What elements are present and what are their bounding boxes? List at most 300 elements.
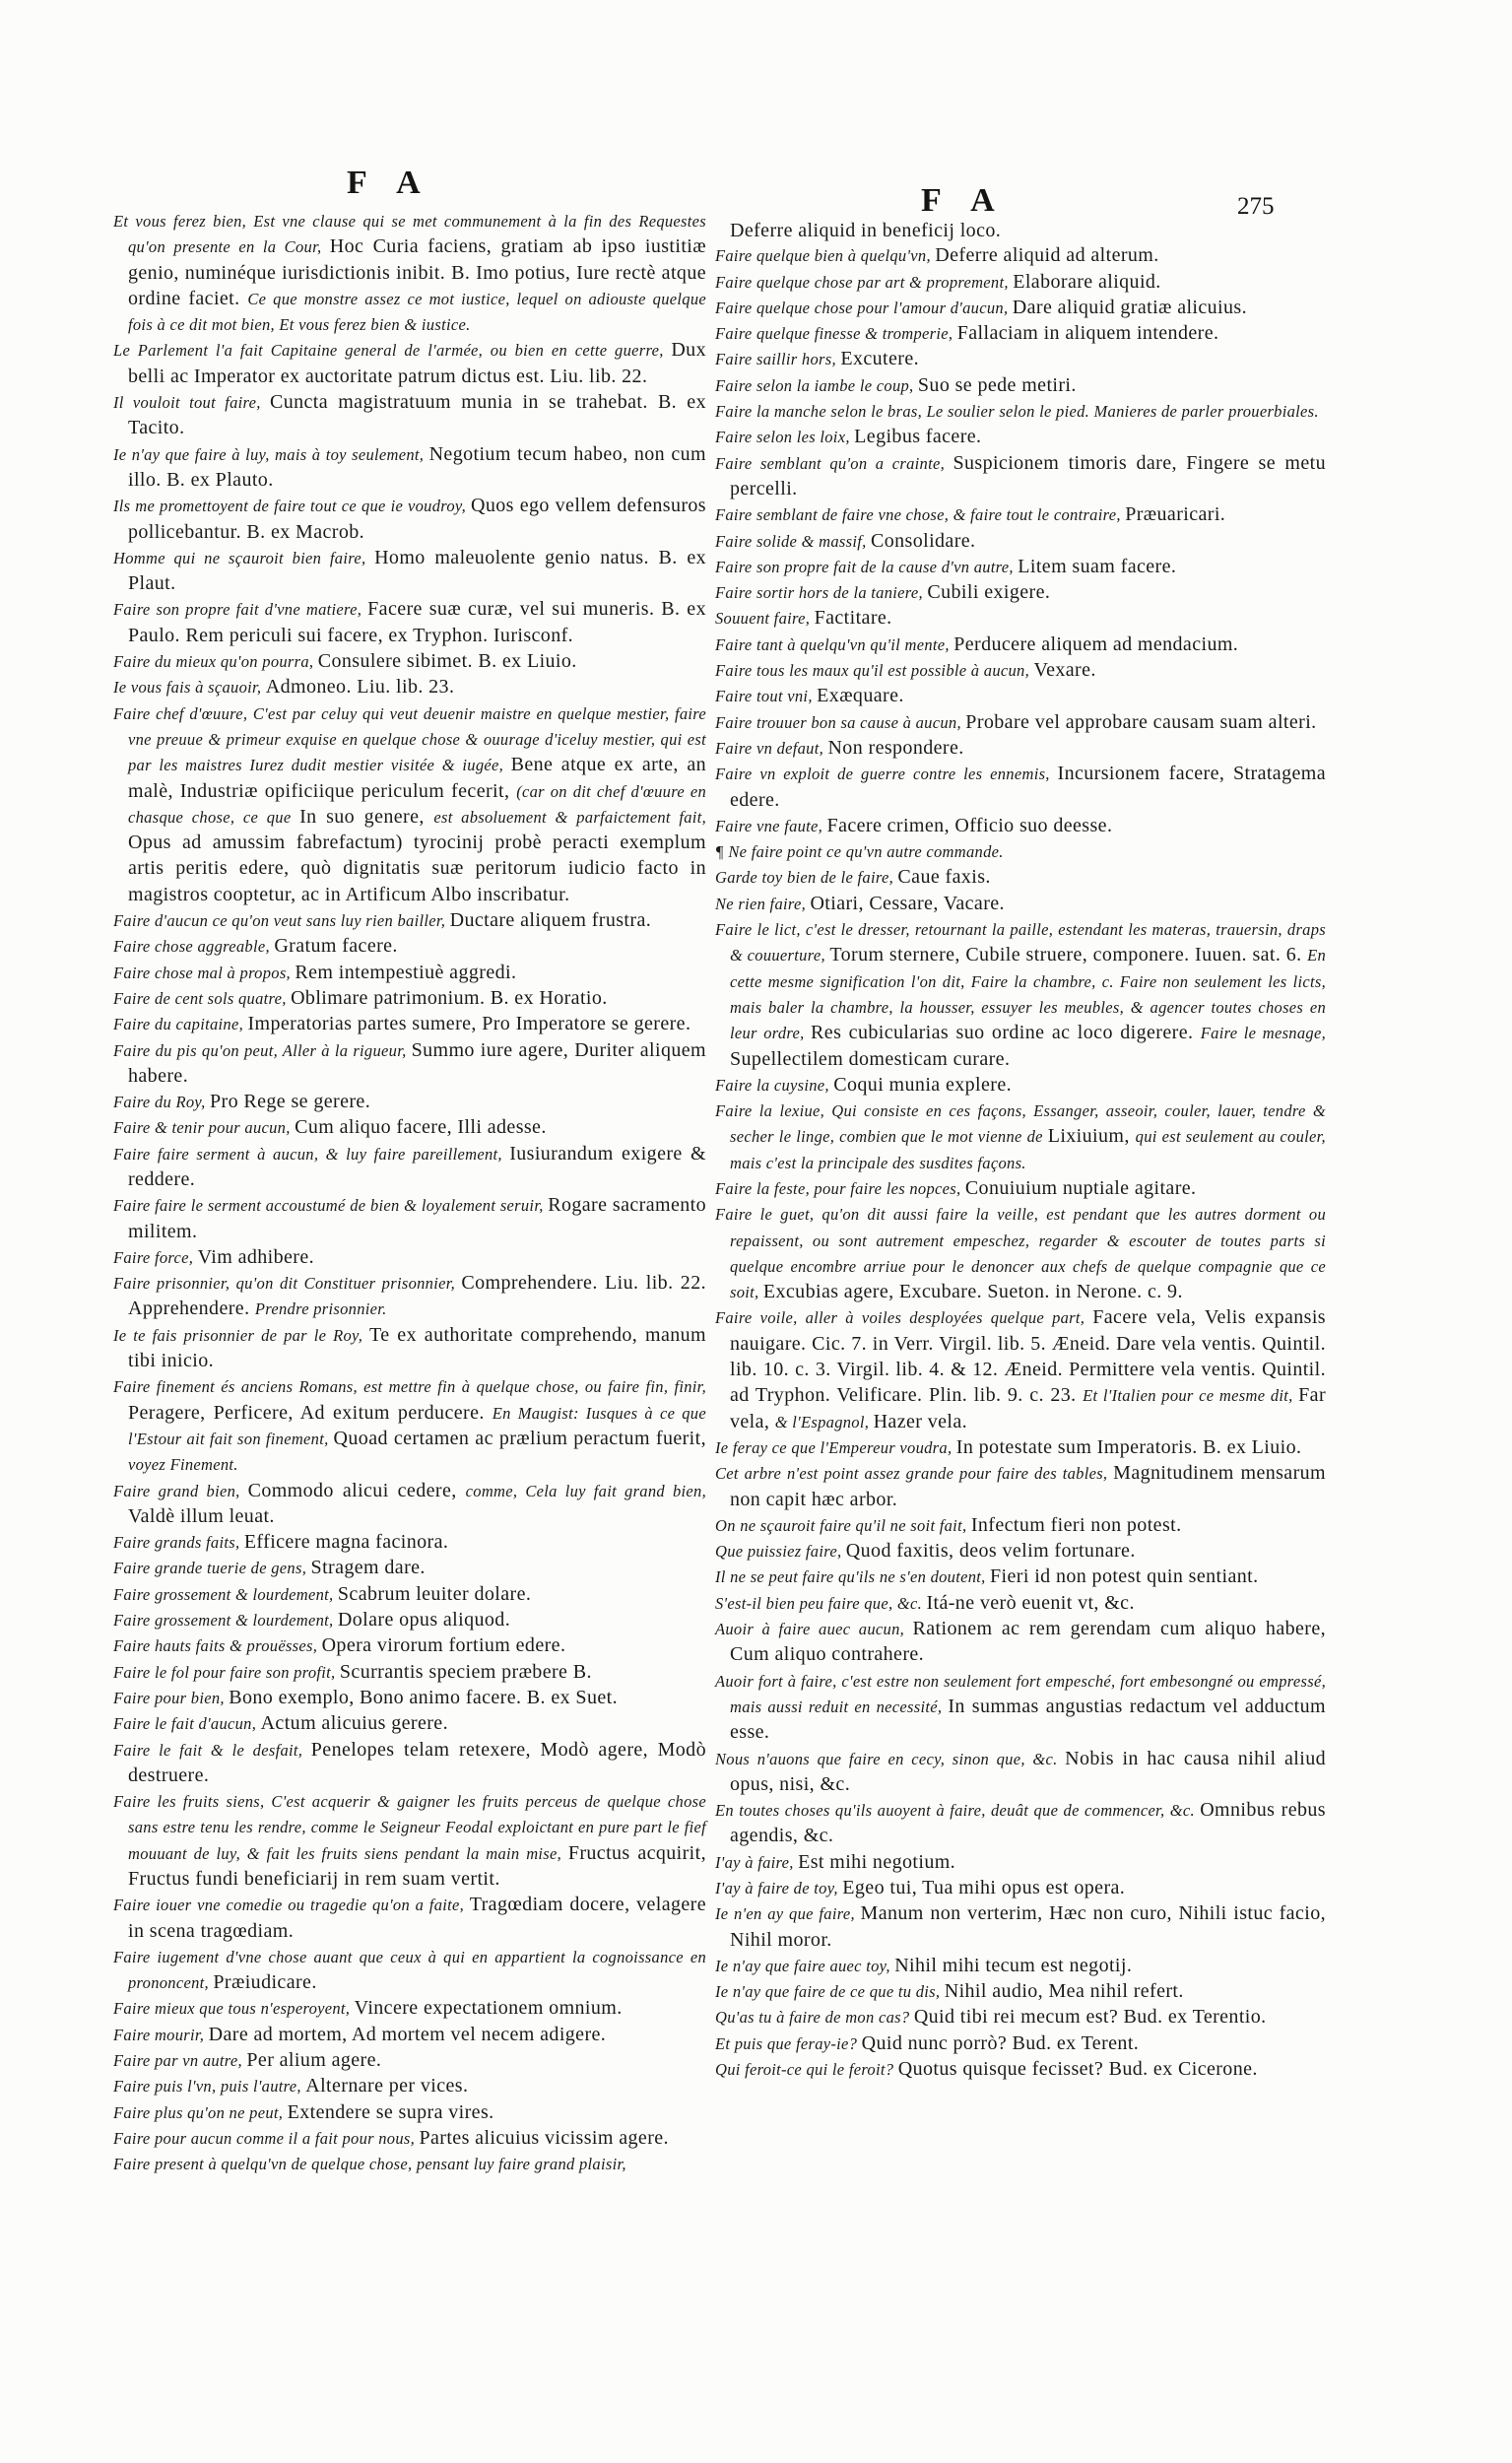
dictionary-entry — [113, 1374, 706, 1478]
latin-gloss: Excubias agere, Excubare. Sueton. in Nerone. c. 9. — [762, 1281, 1183, 1303]
running-head-left: F A — [347, 165, 421, 201]
dictionary-entry — [715, 1954, 1326, 1979]
french-phrase: Ie n'ay que faire à luy, mais à toy seulement, — [113, 444, 429, 464]
french-phrase: Faire le lict, c'est le dresser, retournant la paille, estendant les materas, trauersin, draps & couuerture, — [715, 920, 1326, 965]
page-number: 275 — [1237, 193, 1275, 220]
latin-gloss: Torum sternere, Cubile struere, componere. Iuuen. sat. 6. — [829, 944, 1308, 966]
latin-gloss: Far vela, — [730, 1384, 1327, 1432]
latin-gloss: Res cubicularias suo ordine ac loco digerere. — [811, 1022, 1201, 1044]
french-phrase: Faire chef d'œuure, C'est par celuy qui veut deuenir maistre en quelque mestier, faire vne preuue & primeur exquise en quelque chose & ouurage d'iceluy mestier, qui est par les maistres Iurez dudit mestier visitée & iugée, — [113, 703, 706, 775]
latin-gloss: Oblimare patrimonium. B. ex Horatio. — [291, 986, 608, 1009]
dictionary-entry — [715, 658, 1326, 684]
latin-gloss: Imperatorias partes sumere, Pro Imperatore se gerere. — [247, 1013, 691, 1035]
french-phrase: Faire sortir hors de la taniere, — [715, 583, 928, 603]
latin-gloss: Caue faxis. — [897, 866, 991, 889]
latin-gloss: Tragœdiam docere, velagere in scena tragœdiam. — [128, 1894, 706, 1942]
french-phrase: Faire quelque bien à quelqu'vn, — [715, 246, 936, 266]
latin-gloss: Vim adhibere. — [197, 1245, 315, 1268]
dictionary-entry — [715, 555, 1326, 580]
latin-gloss: Scabrum leuiter dolare. — [337, 1582, 532, 1605]
french-phrase: Faire quelque chose par art & proprement, — [715, 272, 1014, 292]
french-phrase: Faire chose mal à propos, — [113, 963, 296, 982]
french-phrase: Faire faire le serment accoustumé de bien & loyalement seruir, — [113, 1196, 549, 1216]
french-phrase: Faire puis l'vn, puis l'autre, — [113, 2077, 306, 2097]
dictionary-entry — [715, 1461, 1326, 1513]
latin-gloss: Rem intempestiuè aggredi. — [295, 961, 517, 983]
dictionary-entry — [113, 1582, 706, 1608]
french-phrase: Faire la lexiue, Qui consiste en ces façons, Essanger, asseoir, couler, lauer, tendre & secher le linge, combien que le mot vienne de — [715, 1101, 1326, 1147]
french-phrase: Faire grande tuerie de gens, — [113, 1559, 311, 1578]
latin-gloss: Partes alicuius vicissim agere. — [419, 2126, 669, 2149]
french-phrase: Ie feray ce que l'Empereur voudra, — [715, 1437, 956, 1457]
dictionary-entry — [113, 442, 706, 495]
dictionary-entry — [715, 917, 1326, 1073]
french-phrase: On ne sçauroit faire qu'il ne soit fait, — [715, 1515, 971, 1535]
latin-gloss: Rogare sacramento militem. — [128, 1194, 706, 1242]
latin-gloss: Homo maleuolente genio natus. B. ex Plaut. — [128, 546, 707, 595]
french-phrase: Qu'as tu à faire de mon cas? — [715, 2008, 914, 2028]
french-phrase: Faire la cuysine, — [715, 1075, 834, 1095]
latin-gloss: Elaborare aliquid. — [1013, 270, 1161, 293]
french-phrase: Faire saillir hors, — [715, 350, 841, 369]
french-phrase: Et vous ferez bien, Est vne clause qui se met communement à la fin des Requestes qu'on presente en la Cour, — [113, 212, 706, 257]
latin-gloss: Non respondere. — [827, 736, 964, 759]
dictionary-entry — [113, 2100, 706, 2126]
french-phrase: Garde toy bien de le faire, — [715, 868, 898, 888]
latin-gloss: Cuncta magistratuum munia in se trahebat. B. ex Tacito. — [128, 391, 706, 439]
french-phrase: Faire faire serment à aucun, & luy faire pareillement, — [113, 1144, 510, 1164]
latin-gloss: Fructus acquirit, Fructus fundi beneficiarij in rem suam vertit. — [128, 1841, 706, 1890]
dictionary-entry — [715, 1669, 1326, 1747]
dictionary-entry — [715, 529, 1326, 555]
dictionary-entry — [715, 373, 1326, 399]
latin-gloss: Bono exemplo, Bono animo facere. B. ex Suet. — [229, 1686, 618, 1708]
latin-gloss: Extendere se supra vires. — [287, 2100, 494, 2123]
latin-gloss: Manum non verterim, Hæc non curo, Nihili istuc facio, Nihil moror. — [730, 1902, 1326, 1951]
latin-gloss: Infectum fieri non potest. — [970, 1513, 1182, 1536]
french-phrase: Faire pour aucun comme il a fait pour nous, — [113, 2128, 420, 2148]
dictionary-entry — [113, 986, 706, 1012]
dictionary-entry — [715, 632, 1326, 658]
latin-gloss: Excutere. — [840, 348, 919, 370]
latin-gloss: Litem suam facere. — [1018, 555, 1177, 577]
dictionary-entry — [715, 2005, 1326, 2030]
french-phrase: S'est-il bien peu faire que, &c. — [715, 1593, 927, 1613]
latin-gloss: Valdè illum leuat. — [128, 1504, 275, 1527]
latin-gloss: Coqui munia explere. — [833, 1073, 1012, 1096]
right-entries — [715, 243, 1326, 2083]
french-phrase: Faire du capitaine, — [113, 1015, 248, 1034]
latin-gloss: Supellectilem domesticam curare. — [730, 1047, 1011, 1070]
dictionary-entry — [113, 675, 706, 700]
french-phrase: Faire d'aucun ce qu'on veut sans luy rien bailler, — [113, 911, 450, 931]
dictionary-entry — [113, 701, 706, 908]
latin-gloss: Iusiurandum exigere & reddere. — [128, 1142, 706, 1190]
dictionary-entry — [715, 425, 1326, 450]
french-phrase: Faire du Roy, — [113, 1093, 210, 1112]
dictionary-entry — [113, 1608, 706, 1633]
french-phrase: Ie n'ay que faire auec toy, — [715, 1956, 895, 1975]
french-phrase: Faire trouuer bon sa cause à aucun, — [715, 712, 966, 732]
latin-gloss: Nihil audio, Mea nihil refert. — [944, 1980, 1184, 2003]
latin-gloss: Dux belli ac Imperator ex auctoritate patrum dictus est. Liu. lib. 22. — [128, 339, 706, 387]
latin-gloss: Vincere expectationem omnium. — [354, 1997, 623, 2020]
dictionary-entry — [113, 649, 706, 675]
dictionary-entry — [113, 2126, 706, 2152]
dictionary-entry — [715, 347, 1326, 372]
latin-gloss: In potestate sum Imperatoris. B. ex Liuio. — [955, 1435, 1302, 1458]
french-phrase: ¶ Ne faire point ce qu'vn autre commande. — [715, 842, 1004, 862]
french-phrase: Faire le fol pour faire son profit, — [113, 1662, 340, 1682]
french-phrase: Auoir à faire auec aucun, — [715, 1620, 913, 1639]
latin-gloss: Rationem ac rem gerendam cum aliquo habere, Cum aliquo contrahere. — [730, 1618, 1327, 1666]
latin-gloss: Cum aliquo facere, Illi adesse. — [295, 1116, 547, 1139]
dictionary-entry — [113, 1245, 706, 1271]
latin-gloss: Suo se pede metiri. — [917, 373, 1077, 396]
french-phrase: Qui feroit-ce qui le feroit? — [715, 2060, 898, 2080]
latin-gloss: Opus ad amussim fabrefactum) tyrocinij probè peracti exemplum artis peritis edere, quò dignitatis suæ peritorum iudicio facto in magistros cooptetur, ac in Artificum Albo inscribatur. — [128, 832, 706, 905]
french-phrase: Faire son propre fait d'vne matiere, — [113, 600, 368, 620]
latin-gloss: Lixiuium, — [1047, 1125, 1136, 1148]
dictionary-entry — [715, 1073, 1326, 1098]
french-phrase: Ie te fais prisonnier de par le Roy, — [113, 1325, 369, 1345]
latin-gloss: Deferre aliquid ad alterum. — [935, 244, 1159, 267]
latin-gloss: Hoc Curia faciens, gratiam ab ipso iustitiæ genio, numinéque iurisdictionis inibit. B. Imo potius, Iure rectè atque ordine faciet. — [128, 235, 706, 309]
latin-gloss: Cubili exigere. — [927, 581, 1051, 604]
dictionary-entry — [715, 839, 1326, 865]
dictionary-entry — [113, 546, 706, 598]
latin-gloss: Summo iure agere, Duriter aliquem habere. — [128, 1038, 707, 1087]
french-phrase: Faire selon les loix, — [715, 428, 855, 447]
left-entries — [113, 209, 706, 2178]
dictionary-entry — [715, 1591, 1326, 1617]
latin-gloss: Otiari, Cessare, Vacare. — [810, 892, 1005, 914]
latin-gloss: Magnitudinem mensarum non capit hæc arbor. — [730, 1462, 1326, 1510]
latin-gloss: Quoad certamen ac prælium peractum fuerit, — [333, 1427, 706, 1449]
latin-gloss: Itá-ne verò euenit vt, &c. — [926, 1591, 1135, 1614]
dictionary-entry — [715, 451, 1326, 503]
french-phrase: Ie n'ay que faire de ce que tu dis, — [715, 1982, 945, 2002]
french-phrase: Ie n'en ay que faire, — [715, 1904, 861, 1924]
dictionary-entry — [715, 1305, 1326, 1434]
french-phrase: I'ay à faire, — [715, 1852, 799, 1872]
dictionary-entry — [113, 2048, 706, 2074]
french-phrase: En Maugist: Iusques à ce que l'Estour ait fait son finement, — [128, 1403, 706, 1448]
latin-gloss: Præiudicare. — [213, 1971, 317, 1994]
dictionary-entry — [113, 1090, 706, 1115]
dictionary-entry — [113, 338, 706, 390]
latin-gloss: Admoneo. Liu. lib. 23. — [265, 676, 455, 699]
french-phrase: Faire iouer vne comedie ou tragedie qu'on a faite, — [113, 1896, 470, 1915]
latin-gloss: Quod faxitis, deos velim fortunare. — [845, 1540, 1136, 1563]
dictionary-entry — [113, 1530, 706, 1556]
french-phrase: Faire grossement & lourdement, — [113, 1584, 338, 1604]
french-phrase: Faire chose aggreable, — [113, 937, 275, 957]
french-phrase: Faire le fait & le desfait, — [113, 1740, 311, 1760]
french-phrase: qui est seulement au couler, mais c'est la principale des susdites façons. — [730, 1127, 1326, 1172]
dictionary-entry — [715, 1876, 1326, 1901]
french-phrase: Ce que monstre assez ce mot iustice, lequel on adiouste quelque fois à ce dit mot bien, Et vous ferez bien & iustice. — [128, 289, 706, 335]
dictionary-entry — [715, 606, 1326, 632]
dictionary-entry — [715, 1617, 1326, 1669]
french-phrase: Il vouloit tout faire, — [113, 393, 270, 413]
running-head-right: F A — [921, 182, 995, 219]
french-phrase: Nous n'auons que faire en cecy, sinon que, &c. — [715, 1749, 1066, 1768]
dictionary-entry — [715, 1176, 1326, 1202]
latin-gloss: Quid nunc porrò? Bud. ex Terent. — [861, 2031, 1140, 2054]
latin-gloss: Consolidare. — [871, 529, 976, 552]
dictionary-entry — [113, 597, 706, 649]
continued-entry: Deferre aliquid in beneficij loco. — [730, 220, 1002, 241]
dictionary-entry — [113, 1686, 706, 1711]
latin-gloss: Nobis in hac causa nihil aliud opus, nisi, &c. — [730, 1747, 1327, 1795]
french-phrase: Cet arbre n'est point assez grande pour faire des tables, — [715, 1464, 1114, 1484]
dictionary-entry — [715, 1564, 1326, 1590]
dictionary-entry — [113, 1479, 706, 1531]
dictionary-entry — [715, 580, 1326, 606]
french-phrase: Faire semblant de faire vne chose, & faire tout le contraire, — [715, 505, 1126, 525]
latin-gloss: Opera virorum fortium edere. — [321, 1634, 566, 1657]
latin-gloss: Penelopes telam retexere, Modò agere, Modò destruere. — [128, 1738, 706, 1786]
dictionary-entry — [715, 865, 1326, 891]
dictionary-entry — [715, 270, 1326, 296]
french-phrase: Le Parlement l'a fait Capitaine general de l'armée, ou bien en cette guerre, — [113, 341, 672, 361]
dictionary-entry — [715, 1747, 1326, 1799]
dictionary-entry — [715, 1850, 1326, 1876]
latin-gloss: Pro Rege se gerere. — [210, 1091, 371, 1113]
french-phrase: Faire tant à quelqu'vn qu'il mente, — [715, 634, 954, 654]
french-phrase: Faire grands faits, — [113, 1533, 244, 1553]
french-phrase: est absoluement & parfaictement fait, — [433, 807, 707, 827]
latin-gloss: Efficere magna facinora. — [243, 1531, 449, 1554]
french-phrase: En toutes choses qu'ils auoyent à faire, deuât que de commencer, &c. — [715, 1801, 1201, 1821]
french-phrase: Souuent faire, — [715, 609, 815, 629]
dictionary-entry — [113, 1789, 706, 1893]
dictionary-entry — [715, 399, 1326, 425]
dictionary-entry — [715, 1098, 1326, 1176]
french-phrase: Faire plus qu'on ne peut, — [113, 2102, 288, 2122]
french-phrase: Faire du mieux qu'on pourra, — [113, 652, 318, 672]
latin-gloss: Gratum facere. — [274, 935, 398, 958]
dictionary-entry — [715, 892, 1326, 917]
latin-gloss: Facere vela, Velis expansis nauigare. Cic. 7. in Verr. Virgil. lib. 5. Æneid. Dare vela ventis. Quintil. lib. 10. c. 3. Virgil. lib. 4. & 12. Æneid. Permittere vela ventis. Quintil. ad Tryphon. Velificare. Plin. lib. 9. c. 23. — [730, 1306, 1326, 1407]
latin-gloss: Conuiuium nuptiale agitare. — [964, 1176, 1197, 1199]
latin-gloss: Facere crimen, Officio suo deesse. — [826, 814, 1113, 836]
latin-gloss: Factitare. — [814, 607, 892, 630]
dictionary-entry — [113, 1115, 706, 1141]
french-phrase: Ne rien faire, — [715, 894, 811, 913]
dictionary-entry — [113, 1893, 706, 1945]
french-phrase: Faire grossement & lourdement, — [113, 1611, 338, 1631]
french-phrase: Faire vn defaut, — [715, 738, 828, 758]
latin-gloss: Præuaricari. — [1125, 503, 1226, 526]
latin-gloss: Perducere aliquem ad mendacium. — [953, 632, 1239, 655]
french-phrase: Faire grand bien, — [113, 1481, 248, 1500]
latin-gloss: Fieri id non potest quin sentiant. — [990, 1565, 1259, 1588]
french-phrase: Faire prisonnier, qu'on dit Constituer prisonnier, — [113, 1274, 462, 1294]
latin-gloss: Quid tibi rei mecum est? Bud. ex Terentio. — [913, 2006, 1267, 2029]
dictionary-entry — [715, 1539, 1326, 1564]
dictionary-entry — [715, 736, 1326, 762]
latin-gloss: Fallaciam in aliquem intendere. — [956, 322, 1219, 345]
dictionary-entry — [715, 684, 1326, 709]
dictionary-entry — [715, 710, 1326, 736]
french-phrase: & l'Espagnol, — [774, 1412, 874, 1431]
latin-gloss: Facere suæ curæ, vel sui muneris. B. ex Paulo. Rem periculi sui facere, ex Tryphon. Iurisconf. — [128, 598, 706, 646]
dictionary-entry — [113, 1038, 706, 1091]
dictionary-entry — [715, 243, 1326, 269]
dictionary-entry — [113, 1556, 706, 1581]
french-phrase: Que puissiez faire, — [715, 1542, 846, 1562]
latin-gloss: Consulere sibimet. B. ex Liuio. — [317, 650, 577, 673]
dictionary-entry — [715, 502, 1326, 528]
french-phrase: Homme qui ne sçauroit bien faire, — [113, 548, 375, 567]
dictionary-entry — [715, 1202, 1326, 1305]
latin-gloss: Dolare opus aliquod. — [337, 1609, 511, 1631]
french-phrase: Faire finement és anciens Romans, est mettre fin à quelque chose, ou faire fin, finir, — [113, 1377, 706, 1397]
latin-gloss: Exæquare. — [817, 685, 904, 707]
dictionary-entry — [715, 762, 1326, 814]
dictionary-entry — [113, 209, 706, 338]
dictionary-entry — [113, 2152, 706, 2177]
latin-gloss: Quos ego vellem defensuros pollicebantur. B. ex Macrob. — [128, 495, 706, 543]
french-phrase: I'ay à faire de toy, — [715, 1879, 843, 1897]
french-phrase: Faire force, — [113, 1247, 198, 1267]
latin-gloss: Egeo tui, Tua mihi opus est opera. — [842, 1877, 1126, 1898]
latin-gloss: Incursionem facere, Stratagema edere. — [730, 763, 1326, 811]
french-phrase: Faire mieux que tous n'esperoyent, — [113, 1999, 355, 2019]
latin-gloss: Quotus quisque fecisset? Bud. ex Cicerone. — [897, 2058, 1258, 2081]
french-phrase: Ils me promettoyent de faire tout ce que ie voudroy, — [113, 497, 471, 516]
latin-gloss: Dare ad mortem, Ad mortem vel necem adigere. — [208, 2023, 607, 2045]
dictionary-entry — [715, 2031, 1326, 2057]
french-phrase: Faire les fruits siens, C'est acquerir & gaigner les fruits perceus de quelque chose sans estre tenu les rendre, comme le Seigneur Feodal exploictant en pure part le fief mouuant de luy, & fait les fruits siens pendant la main mise, — [113, 1792, 706, 1863]
french-phrase: Ie vous fais à sçauoir, — [113, 678, 266, 698]
right-column — [715, 219, 1326, 2083]
dictionary-entry — [113, 1142, 706, 1194]
latin-gloss: Hazer vela. — [873, 1410, 968, 1432]
latin-gloss: Negotium tecum habeo, non cum illo. B. ex Plauto. — [128, 442, 706, 491]
french-phrase: Faire quelque chose pour l'amour d'aucun, — [715, 298, 1013, 317]
french-phrase: Prendre prisonnier. — [254, 1299, 387, 1319]
french-phrase: comme, Cela luy fait grand bien, — [465, 1481, 707, 1500]
dictionary-entry — [715, 1901, 1326, 1954]
french-phrase: Faire le guet, qu'on dit aussi faire la veille, est pendant que les autres dorment ou repaissent, ou sont autrement empeschez, regarder & escouter de toutes parts si quelque encombre arriue pour le denoncer aux chefs de quelque compagnie que ce soit, — [715, 1205, 1326, 1302]
french-phrase: Auoir fort à faire, c'est estre non seulement fort empesché, fort embesongné ou empressé, mais aussi reduit en necessité, — [715, 1671, 1326, 1716]
latin-gloss: Omnibus rebus agendis, &c. — [730, 1799, 1326, 1847]
latin-gloss: Bene atque ex arte, an malè, Industriæ opificiique periculum fecerit, — [128, 754, 706, 802]
latin-gloss: Ductare aliquem frustra. — [449, 909, 652, 932]
dictionary-entry — [113, 2074, 706, 2099]
dictionary-entry — [113, 934, 706, 960]
left-column — [113, 209, 706, 2178]
french-phrase: Faire pour bien, — [113, 1688, 230, 1707]
dictionary-entry — [113, 494, 706, 546]
dictionary-entry — [113, 1711, 706, 1737]
latin-gloss: Alternare per vices. — [305, 2075, 469, 2097]
dictionary-entry — [113, 1012, 706, 1037]
latin-gloss: Est mihi negotium. — [798, 1850, 956, 1873]
french-phrase: Faire mourir, — [113, 2025, 209, 2044]
french-phrase: Faire son propre fait de la cause d'vn autre, — [715, 557, 1019, 576]
latin-gloss: Comprehendere. Liu. lib. 22. Apprehendere. — [128, 1272, 707, 1320]
dictionary-entry — [715, 1513, 1326, 1539]
latin-gloss: Te ex authoritate comprehendo, manum tibi inicio. — [128, 1323, 706, 1372]
dictionary-entry — [113, 390, 706, 442]
dictionary-entry — [113, 1633, 706, 1659]
latin-gloss: Probare vel approbare causam suam alteri. — [965, 710, 1317, 733]
latin-gloss: Actum alicuius gerere. — [260, 1712, 448, 1735]
french-phrase: Faire iugement d'vne chose auant que ceux à qui en appartient la cognoissance en prononcent, — [113, 1947, 706, 1993]
french-phrase: Faire & tenir pour aucun, — [113, 1118, 296, 1138]
dictionary-entry — [113, 1660, 706, 1686]
latin-gloss: Peragere, Perficere, Ad exitum perducere. — [128, 1401, 493, 1424]
dictionary-entry — [113, 1193, 706, 1245]
latin-gloss: Vexare. — [1033, 659, 1096, 682]
french-phrase: (car on dit chef d'œuure en chasque chose, ce que — [128, 781, 706, 827]
latin-gloss: In suo genere, — [299, 805, 434, 828]
french-phrase: Faire de cent sols quatre, — [113, 988, 292, 1008]
french-phrase: Il ne se peut faire qu'ils ne s'en doutent, — [715, 1567, 991, 1587]
dictionary-entry — [715, 321, 1326, 347]
french-phrase: Faire semblant qu'on a crainte, — [715, 453, 953, 473]
french-phrase: Faire tout vni, — [715, 687, 818, 706]
french-phrase: Faire par vn autre, — [113, 2051, 247, 2071]
french-phrase: Faire la feste, pour faire les nopces, — [715, 1178, 965, 1198]
dictionary-entry — [715, 1798, 1326, 1850]
latin-gloss: Suspicionem timoris dare, Fingere se metu percelli. — [730, 451, 1326, 499]
french-phrase: Faire le fait d'aucun, — [113, 1714, 261, 1734]
latin-gloss: Per alium agere. — [246, 2049, 382, 2072]
french-phrase: Faire present à quelqu'vn de quelque chose, pensant luy faire grand plaisir, — [113, 2155, 626, 2174]
dictionary-entry — [113, 1738, 706, 1790]
dictionary-entry — [113, 1323, 706, 1375]
french-phrase: Faire quelque finesse & tromperie, — [715, 324, 957, 344]
french-phrase: Faire selon la iambe le coup, — [715, 375, 918, 395]
dictionary-entry — [715, 814, 1326, 839]
latin-gloss: Commodo alicui cedere, — [247, 1479, 466, 1501]
dictionary-entry — [113, 1945, 706, 1997]
dictionary-entry — [113, 1996, 706, 2022]
latin-gloss: Nihil mihi tecum est negotij. — [894, 1954, 1133, 1976]
dictionary-entry — [113, 908, 706, 934]
french-phrase: Faire hauts faits & prouësses, — [113, 1636, 322, 1656]
french-phrase: Faire du pis qu'on peut, Aller à la rigueur, — [113, 1040, 412, 1060]
french-phrase: Faire voile, aller à voiles desployées quelque part, — [715, 1308, 1093, 1328]
french-phrase: Et l'Italien pour ce mesme dit, — [1083, 1386, 1299, 1406]
dictionary-entry — [715, 1435, 1326, 1461]
french-phrase: Faire vn exploit de guerre contre les ennemis, — [715, 765, 1058, 784]
latin-gloss: Scurrantis speciem præbere B. — [339, 1660, 592, 1683]
french-phrase: Faire vne faute, — [715, 816, 827, 835]
latin-gloss: Legibus facere. — [854, 426, 982, 448]
dictionary-entry — [715, 2057, 1326, 2083]
dictionary-entry — [113, 2023, 706, 2048]
dictionary-entry — [715, 1979, 1326, 2005]
latin-gloss: In summas angustias redactum vel adductum esse. — [730, 1695, 1326, 1744]
dictionary-entry — [113, 961, 706, 986]
french-phrase: En cette mesme signification l'on dit, Faire la chambre, c. Faire non seulement les licts, mais baler la chambre, la housser, essuyer les meubles, & agencer toutes choses en leur ordre, — [730, 946, 1326, 1043]
french-phrase: Faire tous les maux qu'il est possible à aucun, — [715, 661, 1034, 681]
french-phrase: voyez Finement. — [128, 1455, 238, 1475]
dictionary-entry — [113, 1271, 706, 1323]
dictionary-entry — [715, 296, 1326, 321]
latin-gloss: Dare aliquid gratiæ alicuius. — [1012, 296, 1247, 318]
latin-gloss: Stragem dare. — [310, 1557, 426, 1579]
french-phrase: Faire solide & massif, — [715, 531, 871, 551]
french-phrase: Faire le mesnage, — [1200, 1024, 1327, 1043]
french-phrase: Et puis que feray-ie? — [715, 2033, 862, 2053]
